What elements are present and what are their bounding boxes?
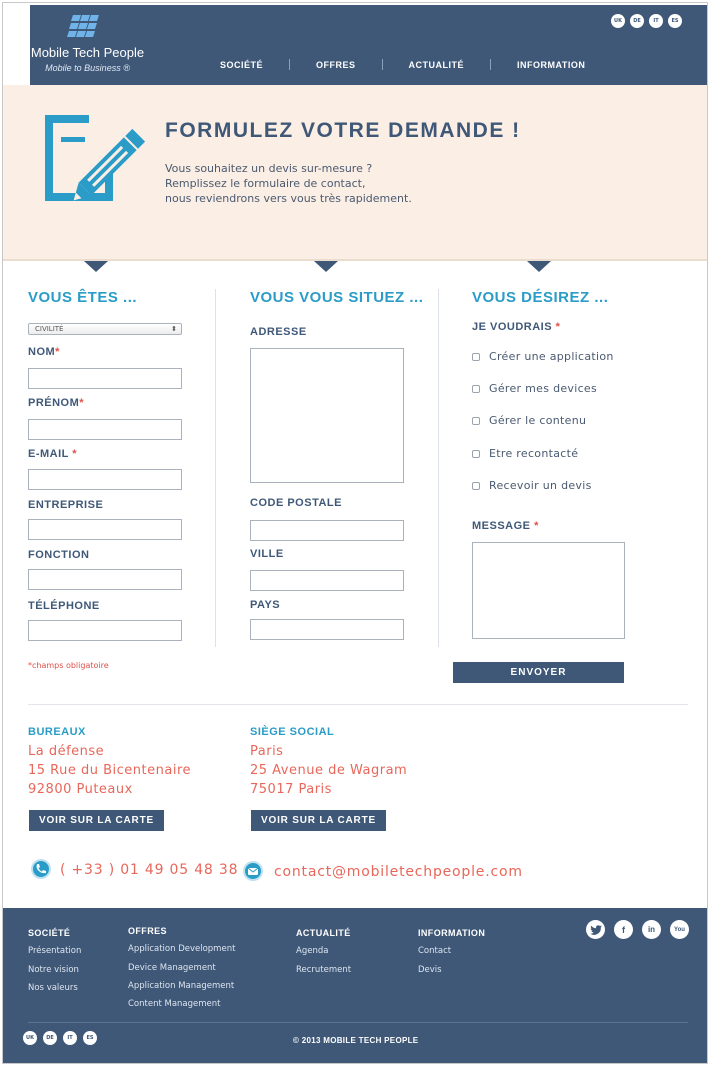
section-pointer <box>314 261 338 272</box>
footer-information-title[interactable]: INFORMATION <box>418 928 486 938</box>
column-divider <box>215 289 216 647</box>
label-entreprise: ENTREPRISE <box>28 499 104 511</box>
checkbox-gerer-contenu[interactable] <box>472 417 480 425</box>
label-telephone: TÉLÉPHONE <box>28 600 100 612</box>
required-note: *champs obligatoire <box>28 661 109 670</box>
footer-offres-title[interactable]: OFFRES <box>128 926 167 936</box>
option-label[interactable]: Gérer le contenu <box>489 414 587 427</box>
label-email <box>28 448 77 460</box>
logo-icon <box>70 15 100 41</box>
phone-number[interactable]: ( +33 ) 01 49 05 48 38 <box>60 862 239 878</box>
header <box>30 5 708 86</box>
required-mark: * <box>55 346 60 358</box>
footer-societe-title[interactable]: SOCIÉTÉ <box>28 928 71 938</box>
facebook-icon[interactable]: f <box>614 920 633 939</box>
footer-divider <box>28 1022 688 1023</box>
nav-divider <box>289 59 290 70</box>
bureaux-map-button[interactable]: VOIR SUR LA CARTE <box>29 810 164 831</box>
footer-link[interactable]: Content Management <box>128 999 221 1009</box>
ville-input[interactable] <box>250 570 404 591</box>
entreprise-input[interactable] <box>28 519 182 540</box>
message-textarea[interactable] <box>472 542 625 639</box>
label-ville: VILLE <box>250 548 284 560</box>
lang-uk[interactable]: UK <box>23 1031 37 1045</box>
bureaux-line: 92800 Puteaux <box>28 782 133 797</box>
col-title-situez: VOUS VOUS SITUEZ ... <box>250 289 424 306</box>
adresse-textarea[interactable] <box>250 348 404 483</box>
footer-language-switcher <box>23 1031 97 1045</box>
option-label[interactable]: Créer une application <box>489 350 614 363</box>
hero-banner <box>3 85 708 261</box>
footer-link[interactable]: Notre vision <box>28 965 79 975</box>
footer-link[interactable]: Recrutement <box>296 965 352 975</box>
checkbox-gerer-devices[interactable] <box>472 385 480 393</box>
civilite-value: CIVILITÉ <box>35 325 64 333</box>
siege-line: 75017 Paris <box>250 782 332 797</box>
code-postale-input[interactable] <box>250 520 404 541</box>
section-divider <box>28 704 688 705</box>
siege-line: 25 Avenue de Wagram <box>250 763 408 778</box>
hero-line: Vous souhaitez un devis sur-mesure ? <box>165 162 373 175</box>
email-icon <box>243 861 263 881</box>
nav-offres[interactable]: OFFRES <box>316 59 356 70</box>
main-nav <box>220 59 585 70</box>
option-label[interactable]: Recevoir un devis <box>489 479 592 492</box>
prenom-input[interactable] <box>28 419 182 440</box>
email-input[interactable] <box>28 469 182 490</box>
label-adresse: ADRESSE <box>250 326 307 338</box>
youtube-icon[interactable]: You <box>670 920 689 939</box>
lang-es[interactable]: ES <box>668 14 682 28</box>
nom-input[interactable] <box>28 368 182 389</box>
option-label[interactable]: Gérer mes devices <box>489 382 598 395</box>
footer-link[interactable]: Contact <box>418 946 452 956</box>
checkbox-etre-recontacte[interactable] <box>472 450 480 458</box>
lang-de[interactable]: DE <box>43 1031 57 1045</box>
label-pays: PAYS <box>250 599 281 611</box>
page <box>2 2 708 1064</box>
label-text: PRÉNOM <box>28 397 80 409</box>
logo-name: Mobile Tech People <box>30 45 145 60</box>
siege-map-button[interactable]: VOIR SUR LA CARTE <box>251 810 386 831</box>
label-text: MESSAGE <box>472 520 531 532</box>
required-mark: * <box>534 520 539 532</box>
linkedin-icon[interactable]: in <box>642 920 661 939</box>
col-title-vous-etes: VOUS ÊTES ... <box>28 289 138 306</box>
label-nom <box>28 346 60 358</box>
select-arrow-icon: ⬍ <box>171 325 177 333</box>
form-edit-icon <box>41 111 153 203</box>
contact-email[interactable]: contact@mobiletechpeople.com <box>274 864 523 880</box>
siege-line: Paris <box>250 744 284 759</box>
hero-line: Remplissez le formulaire de contact, <box>165 177 366 190</box>
phone-icon <box>31 859 51 879</box>
footer <box>3 908 708 1064</box>
pays-input[interactable] <box>250 619 404 640</box>
lang-de[interactable]: DE <box>630 14 644 28</box>
siege-title: SIÈGE SOCIAL <box>250 726 335 738</box>
footer-link[interactable]: Application Management <box>128 981 235 991</box>
label-prenom <box>28 397 84 409</box>
section-pointer <box>84 261 108 272</box>
hero-description <box>165 161 412 206</box>
footer-link[interactable]: Nos valeurs <box>28 983 78 993</box>
logo-tagline: Mobile to Business ® <box>45 63 130 73</box>
footer-link[interactable]: Device Management <box>128 963 216 973</box>
footer-link[interactable]: Présentation <box>28 946 82 956</box>
nav-divider <box>382 59 383 70</box>
nav-information[interactable]: INFORMATION <box>517 59 586 70</box>
lang-it[interactable]: IT <box>63 1031 77 1045</box>
label-text: NOM <box>28 346 56 358</box>
telephone-input[interactable] <box>28 620 182 641</box>
footer-link[interactable]: Agenda <box>296 946 329 956</box>
label-text: JE VOUDRAIS <box>472 321 553 333</box>
column-divider <box>438 289 439 647</box>
required-mark: * <box>555 321 561 333</box>
label-fonction: FONCTION <box>28 549 90 561</box>
footer-link[interactable]: Application Development <box>128 944 236 954</box>
nav-divider <box>490 59 491 70</box>
option-label[interactable]: Etre recontacté <box>489 447 579 460</box>
section-pointer <box>527 261 551 272</box>
nav-actualite[interactable]: ACTUALITÉ <box>408 59 465 70</box>
page-title: FORMULEZ VOTRE DEMANDE ! <box>165 119 521 142</box>
checkbox-creer-application[interactable] <box>472 353 480 361</box>
checkbox-recevoir-devis[interactable] <box>472 482 480 490</box>
nav-societe[interactable]: SOCIÉTÉ <box>220 59 264 70</box>
bureaux-line: 15 Rue du Bicentenaire <box>28 763 192 778</box>
footer-link[interactable]: Devis <box>418 965 442 975</box>
lang-uk[interactable]: UK <box>611 14 625 28</box>
hero-line: nous reviendrons vers vous très rapidement. <box>165 192 412 205</box>
lang-es[interactable]: ES <box>83 1031 97 1045</box>
lang-it[interactable]: IT <box>649 14 663 28</box>
logo[interactable] <box>30 5 145 80</box>
send-button[interactable]: ENVOYER <box>453 662 624 683</box>
label-code-postale: CODE POSTALE <box>250 497 342 509</box>
label-message <box>472 520 539 532</box>
footer-actualite-title[interactable]: ACTUALITÉ <box>296 928 351 938</box>
required-mark: * <box>72 448 78 460</box>
label-je-voudrais <box>472 321 560 333</box>
civilite-select[interactable] <box>28 323 182 335</box>
copyright: © 2013 MOBILE TECH PEOPLE <box>293 1036 419 1045</box>
twitter-icon[interactable] <box>586 920 605 939</box>
fonction-input[interactable] <box>28 569 182 590</box>
language-switcher <box>611 14 682 28</box>
bureaux-line: La défense <box>28 744 105 759</box>
bureaux-title: BUREAUX <box>28 726 86 738</box>
required-mark: * <box>79 397 85 409</box>
label-text: E-MAIL <box>28 448 69 460</box>
col-title-desirez: VOUS DÉSIREZ ... <box>472 289 609 306</box>
